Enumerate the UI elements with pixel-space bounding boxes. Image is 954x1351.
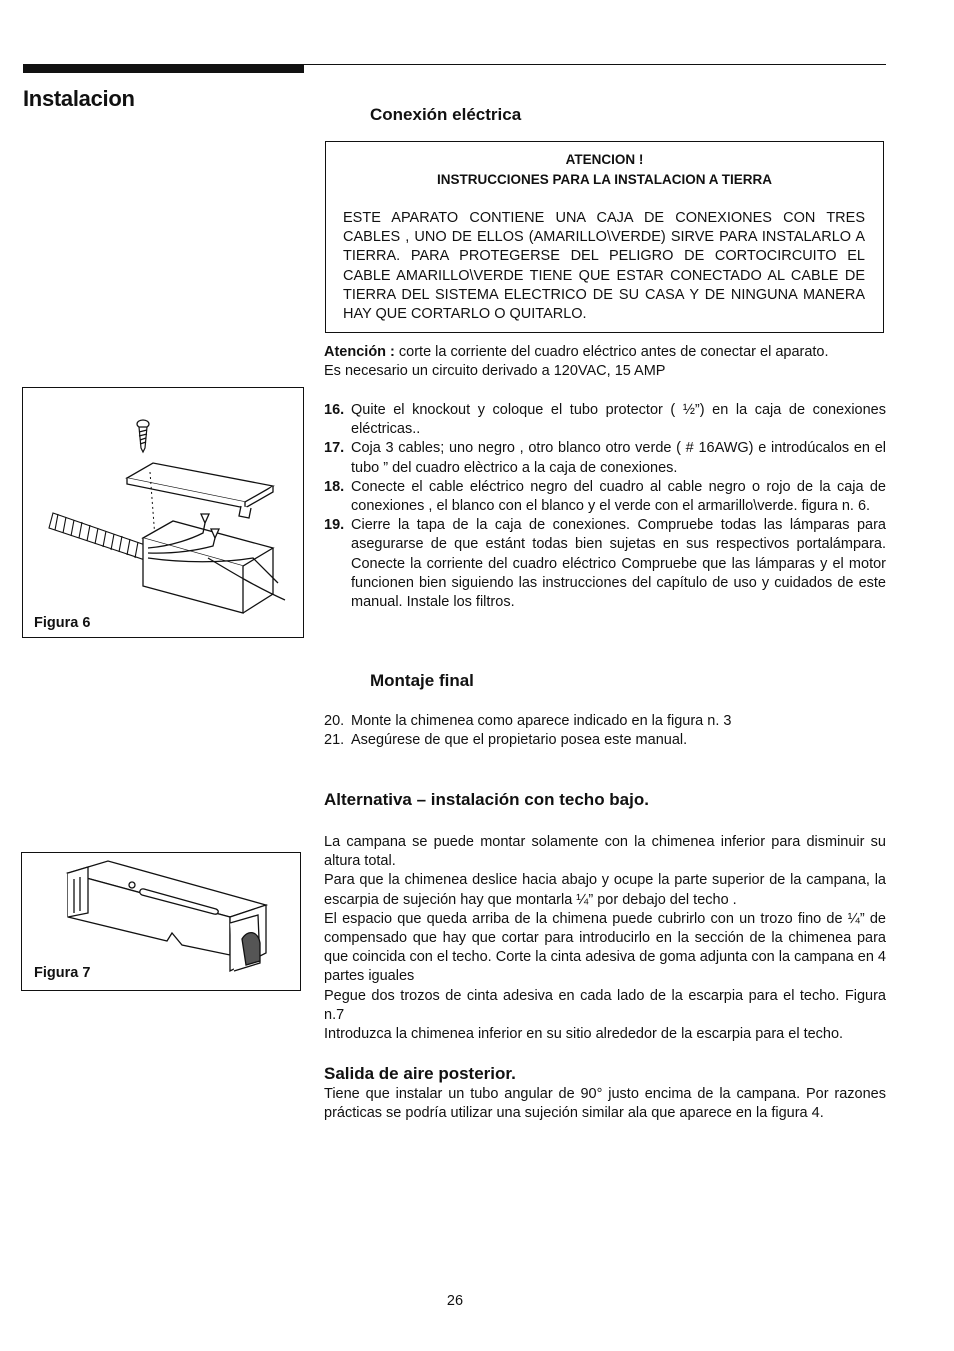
header-rule-thick (23, 64, 304, 73)
warning-title: ATENCION ! (565, 152, 644, 167)
attention-note (324, 343, 886, 381)
montaje-steps (324, 712, 886, 750)
salida-text: Tiene que instalar un tubo angular de 90° justo encima de la campana. Por razones prácticas se podría utilizar una sujeción similar ala que aparece en la figura 4. (324, 1086, 886, 1122)
alternativa-heading: Alternativa – instalación con techo bajo. (324, 790, 649, 809)
conexion-steps (324, 401, 886, 612)
alternativa-text (324, 833, 886, 1044)
figure-7-label: Figura 7 (34, 965, 91, 981)
figure-6-label: Figura 6 (34, 615, 91, 631)
header-rule-thin (304, 64, 886, 65)
warning-subtitle: INSTRUCCIONES PARA LA INSTALACION A TIERRA (437, 172, 772, 187)
figure-6 (22, 387, 304, 638)
step-18: 18. Conecte el cable eléctrico negro del cuadro al cable negro o rojo de la caja de conexiones , el blanco con el blanco y el verde con el armarillo\verde. figura n. 6. (324, 478, 886, 515)
junction-box-illustration (23, 388, 303, 637)
alternativa-paragraph: Para que la chimenea deslice hacia abajo y ocupe la parte superior de la campana, la escarpia de sujeción hay que montarla ¼” por debajo del techo . (324, 872, 886, 908)
alternativa-paragraph: Introduzca la chimenea inferior en su sitio alrededor de la escarpia para el techo. (324, 1026, 844, 1043)
alternativa-paragraph: El espacio que queda arriba de la chimena puede cubrirlo con un trozo fino de ¼” de compensado que hay que cortar para introducirlo en la sección de la chimenea para que coincida con el techo. Corte la cinta adesiva de goma adjunta con la campana en 4 partes iguales (324, 910, 886, 985)
step-21: 21. Asegúrese de que el propietario posea este manual. (324, 732, 688, 749)
figure-7 (21, 852, 301, 991)
alternativa-paragraph: La campana se puede montar solamente con la chimenea inferior para disminuir su altura total. (324, 834, 886, 870)
step-16: 16. Quite el knockout y coloque el tubo protector ( ½”) en la caja de conexiones eléctricas.. (324, 402, 886, 438)
page-title: Instalacion (23, 86, 135, 111)
step-17: 17. Coja 3 cables; uno negro , otro blanco otro verde ( # 16AWG) e introdúcalos en el tubo ” del cuadro elèctrico a la caja de conexiones. (324, 440, 886, 476)
attention-label: Atención : (324, 344, 395, 360)
circuit-note: Es necesario un circuito derivado a 120VAC, 15 AMP (324, 363, 666, 380)
warning-box (325, 141, 884, 333)
page-number: 26 (446, 1293, 464, 1309)
attention-text: corte la corriente del cuadro eléctrico antes de conectar el aparato. (394, 344, 829, 360)
conexion-heading: Conexión eléctrica (370, 105, 522, 124)
warning-text: ESTE APARATO CONTIENE UNA CAJA DE CONEXIONES CON TRES CABLES , UNO DE ELLOS (AMARILLO\VERDE) SIRVE PARA INSTALARLO A TIERRA. PARA PROTEGERSE DEL PELIGRO DE CORTOCIRCUITO EL CABLE AMARILLO\VERDE TIENE QUE ESTAR CONECTADO AL CABLE DE TIERRA DEL SISTEMA ELECTRICO DE SU CASA Y DE NINGUNA MANERA HAY QUE CORTARLO O QUITARLO. (343, 210, 865, 323)
montaje-heading: Montaje final (370, 671, 474, 690)
step-19: 19. Cierre la tapa de la caja de conexiones. Compruebe todas las lámparas para asegurarse de que estánt todas bien sujetas en sus respectivos portalámpara. Conecte la corriente del cuadro eléctrico Compruebe que las lámparas y el motor funcionen bien siguiendo las instrucciones del capítulo de uso y cuidados de este manual. Instale los filtros. (324, 517, 886, 611)
step-20: 20. Monte la chimenea como aparece indicado en la figura n. 3 (324, 713, 732, 729)
salida-heading: Salida de aire posterior. (324, 1064, 516, 1083)
alternativa-paragraph: Pegue dos trozos de cinta adesiva en cada lado de la escarpia para el techo. Figura n.7 (324, 987, 886, 1023)
